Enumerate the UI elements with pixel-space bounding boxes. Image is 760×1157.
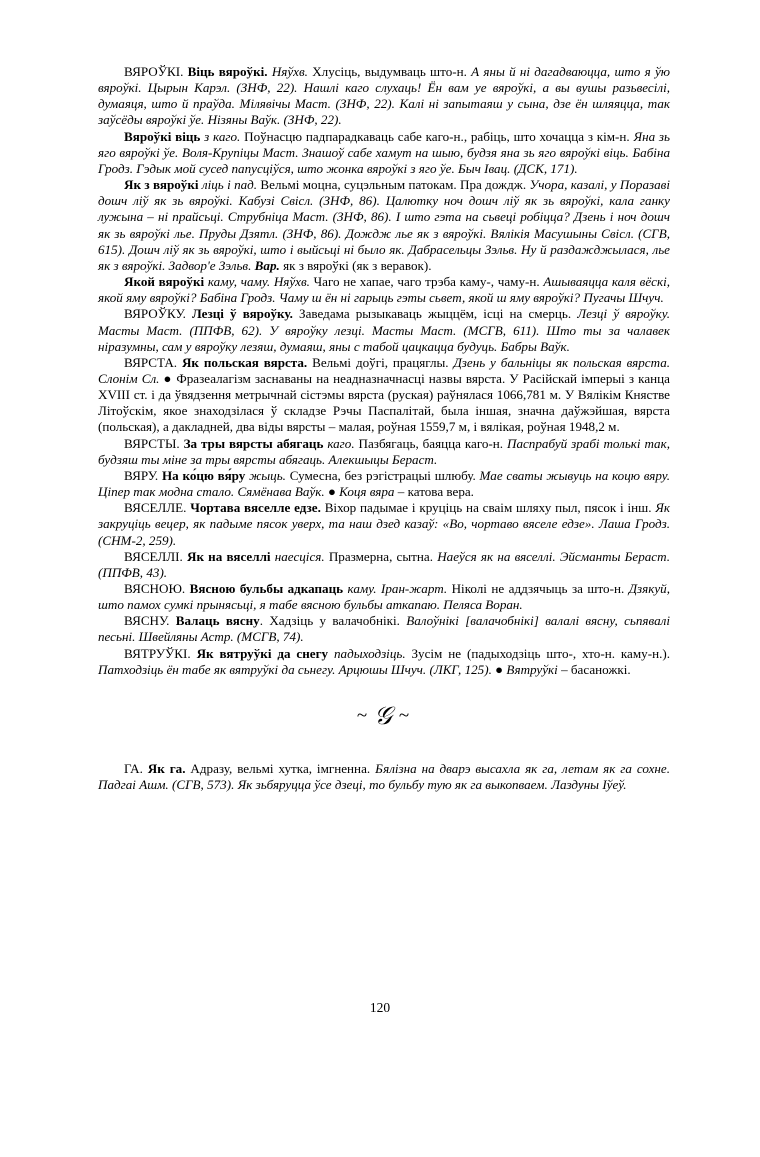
entry-definition: Ніколі не аддзячыць за што-н. (451, 581, 625, 596)
entry-examples: Ашываяцца каля вёскі, якой яму вяроўкі? Бабіна Гродз. Чаму ш ён ні гарыць гэты сьвет, якой ш яму вяроўкі? Пугачы Шчуч. (98, 274, 671, 306)
entry-definition: Сумесна, без рэгістрацыі шлюбу. (289, 467, 476, 483)
page-number: 120 (369, 1000, 391, 1015)
dictionary-entry: ВЯСНУ. Валаць вясну. Хадзіць у валачобнікі. Валоўнікі [валачобнікі] валалі вясну, сьпявалі песьні. Швейляны Астр. (МСГВ, 74). (98, 613, 670, 645)
entry-idiom-government: наесціся. (274, 548, 325, 564)
etymology-bullet-icon: ● (495, 661, 504, 677)
entry-examples: А яны й ні дагадваюцца, што я ўю вяроўкі. Цырын Карэл. (ЗНФ, 22). Нашлі каго слухаць! Ён вам уе вяроўкі, а вы вушы разьвесілі, думаяця, што й праўда. Мілявічы Маст. (ЗНФ, 22). Калі ні запытаяш у сына, дзе ён шляяцца, так заўсёды вяроўкі ўе. Нізяны Ваўк. (ЗНФ, 22). (98, 64, 670, 128)
dictionary-entry (98, 646, 670, 678)
entry-definition: Вельмі моцна, суцэльным патокам. Пра дождж. (260, 177, 527, 193)
entry-variant: як з вяроўкі (як з веравок). (283, 257, 432, 273)
entry-etymology-note: – катова вера. (394, 484, 474, 500)
entry-headword: ВЯТРУЎКІ. (124, 645, 191, 661)
entry-headword: ВЯРОЎКУ. (124, 306, 186, 322)
entry-idiom: За тры вярсты абягаць (183, 435, 324, 451)
entry-grammar-label: Няўхв. (271, 64, 308, 79)
entry-idiom: Як польская вярста. (181, 354, 308, 370)
tilde-right-ornament: ~ (398, 704, 412, 726)
tilde-left-ornament: ~ (356, 704, 370, 726)
entry-examples: Валоўнікі [валачобнікі] валалі вясну, сьпявалі песьні. Швейляны Астр. (МСГВ, 74). (98, 613, 670, 645)
entry-examples: Учора, казалі, у Поразаві дошч ліў як зь вяроўкі. Кабузі Свісл. (ЗНФ, 86). Цалютку ноч дошч ліў як зь вяроўкі, кала ганку лужына – ні прайсьці. Струбніца Маст. (ЗНФ, 86). І што гэта на сьвеці робіцца? Дзень і ноч дошч як зь вяроўкі лье. Пруды Дзятл. (ЗНФ, 86). Дождж лье як з вяроўкі. Вялікія Масушыны Свісл. (СГВ, 615). Дошч ліў як зь вяроўкі, што і выйсьці ні было як. Дабрасельцы Зэльв. Ну й раздажджылася, лье як з вяроўкі. Задвор'е Зэльв. (98, 177, 670, 273)
entry-examples: Дзякуй, што памох сумкі прынясьці, я табе вясною бульбы аткапаю. Пеляса Воран. (98, 581, 671, 613)
entry-idiom-government: каго. (327, 435, 355, 451)
dictionary-entry (98, 355, 670, 436)
dictionary-entry (98, 129, 670, 177)
entry-grammar-label: Іран-жарт. (380, 581, 448, 596)
entry-idiom: Віць вяроўкі. (187, 64, 268, 79)
entry-idiom: Як з вяроўкі (124, 177, 199, 193)
dictionary-entry (98, 436, 670, 468)
dictionary-entry (98, 500, 670, 548)
entry-etymology-term: Вятруўкі (506, 661, 558, 677)
dictionary-entry (98, 581, 670, 613)
entry-definition: Заведама рызыкаваць жыццём, ісці на смерць. (299, 306, 572, 322)
entry-idiom: Вясною бульбы адкапаць (189, 581, 344, 596)
entry-idiom-government: з каго. (204, 128, 241, 144)
entry-idiom: Як вятруўкі да снегу (196, 645, 329, 661)
entry-headword: ВЯСНУ. (124, 613, 170, 629)
entry-grammar-label: Няўхв. (273, 274, 310, 290)
entry-headword: ГА. (124, 760, 143, 776)
entry-examples: Мае сваты жывуць на коцю вяру. Ціпер так модна стало. Сямёнава Ваўк. (98, 467, 670, 500)
entry-idiom: Валаць вясну (175, 613, 260, 629)
entry-headword: ВЯСЕЛЛІ. (124, 548, 183, 564)
entry-examples: Як закруціць вецер, як падыме пясок уверх, та наш дзед казаў: «Во, чортаво вяселе едзе». Лаша Гродз. (СНМ-2, 259). (98, 500, 671, 548)
entry-idiom: Чортава вяселле едзе. (190, 500, 321, 516)
page-text-column (98, 64, 670, 793)
entry-idiom-government: каму. (347, 581, 377, 596)
entry-idiom-government: каму, чаму. (207, 274, 271, 290)
entry-definition: Вельмі доўгі, працяглы. (312, 354, 449, 370)
entry-definition: Адразу, вельмі хутка, імгненна. (190, 760, 371, 776)
dictionary-entry (98, 549, 670, 581)
entry-headword: ВЯСЕЛЛЕ. (124, 500, 187, 516)
dictionary-entry (98, 468, 670, 500)
entry-examples: Паспрабуй зрабі толькі так, будзяш ты міне за тры вярсты абягаць. Алекшыцы Бераст. (98, 435, 671, 467)
entry-examples: Лезці ў вяроўку. Масты Маст. (ППФВ, 62). У вяроўку лезці. Масты Маст. (МСГВ, 611). Што ты за чалавек ніразумны, сам у вяроўку лезяш, думаяш, яны с табой цацкацца будуць. Бабры Ваўк. (98, 306, 671, 354)
etymology-bullet-icon: ● (163, 370, 173, 386)
entry-definition: Празмерна, сытна. (328, 548, 433, 564)
entry-idiom-government: падыходзіць. (334, 645, 406, 661)
entry-examples: Дзень у бальніцы як польская вярста. Слонім Сл. (98, 354, 671, 386)
entry-headword: ВЯРОЎКІ. (124, 64, 184, 79)
entry-examples: Яна зь яго вяроўкі ўе. Воля-Крупіцы Маст. Знашоў сабе хамут на шыю, будзя яна зь яго вяроўкі віць. Бабіна Гродз. Гэдык мой сусед папусціўся, што жонка вяроўкі з яго ўе. Быч Івац. (ДСК, 171). (98, 128, 671, 176)
dictionary-entry (98, 274, 670, 306)
entry-variant-label: Вар. (254, 257, 280, 273)
entry-definition: Пазбягаць, баяцца каго-н. (358, 435, 504, 451)
entry-headword: ВЯСНОЮ. (124, 581, 186, 596)
entry-definition: Чаго не хапае, чаго трэба каму-, чаму-н. (313, 274, 540, 290)
entry-headword: ВЯРСТА. (124, 354, 178, 370)
entry-idiom: Лезці ў вяроўку. (192, 306, 293, 322)
entry-examples: Патходзіць ён табе як вятруўкі да сьнегу. Арцюшы Шчуч. (ЛКГ, 125). (98, 661, 492, 677)
entry-etymology-note: – басаножкі. (557, 661, 631, 677)
entry-headword: ВЯРСТЫ. (124, 435, 180, 451)
entry-idiom: Вяроўкі віць (124, 128, 201, 144)
entry-idiom: Як на вяселлі (186, 548, 271, 564)
dictionary-entry (98, 761, 670, 793)
entry-headword: ВЯРУ. (124, 467, 159, 483)
entry-definition: Хлусіць, выдумваць што-н. (312, 64, 467, 79)
entry-etymology-term: Коця вяра (339, 484, 395, 500)
entry-idiom-government: жыць. (249, 467, 286, 483)
entry-definition: Поўнасцю падпарадкаваць сабе каго-н., рабіць, што хочацца з кім-н. (244, 128, 630, 144)
entry-idiom-government: ліць і пад. (201, 177, 258, 193)
entry-idiom: На ко́цю вя́ру (161, 467, 246, 483)
entry-definition: Віхор падымае і круціць на сваім шляху пыл, пясок і інш. (324, 500, 652, 516)
entry-definition: Хадзіць у валачобнікі. (269, 613, 400, 629)
dictionary-entry (98, 64, 670, 129)
entry-idiom: Як га. (147, 760, 186, 776)
entry-examples: Бялізна на дварэ высахла як га, летам як га сохне. Падгаі Ашм. (СГВ, 573). Як зьбяруцца ўсе дзеці, то бульбу тую як га выкопваем. Лаздуны Іўеў. (98, 760, 671, 793)
entry-idiom: Якой вяроўкі (124, 274, 205, 290)
entry-examples: Наеўся як на вяселлі. Эйсманты Бераст. (ППФВ, 43). (98, 548, 670, 580)
entry-etymology-note: Фразеалагізм заснаваны на неадназначнасці назвы вярста. У Расійскай імперыі з канца XVIII ст. і да ўвядзення метрычнай сістэмы вярста (руская) раўнялася 1066,781 м. У Вялікім Княстве Літоўскім, якое знаходзілася ў складзе Рэчы Паспалітай, была іншая, значна даўжэйшая, вярста (польская), а дакладней, два віды вярсты – малая, роўная 1559,7 м, і вялікая, роўная 1948,2 м. (98, 370, 670, 435)
dictionary-entry (98, 306, 670, 354)
entry-definition: Зусім не (падыходзіць што-, хто-н. каму-н.). (411, 645, 670, 661)
dictionary-entry (98, 177, 670, 274)
section-divider (98, 678, 670, 761)
etymology-bullet-icon: ● (327, 484, 336, 500)
section-letter-g: 𝒢 (374, 700, 394, 730)
